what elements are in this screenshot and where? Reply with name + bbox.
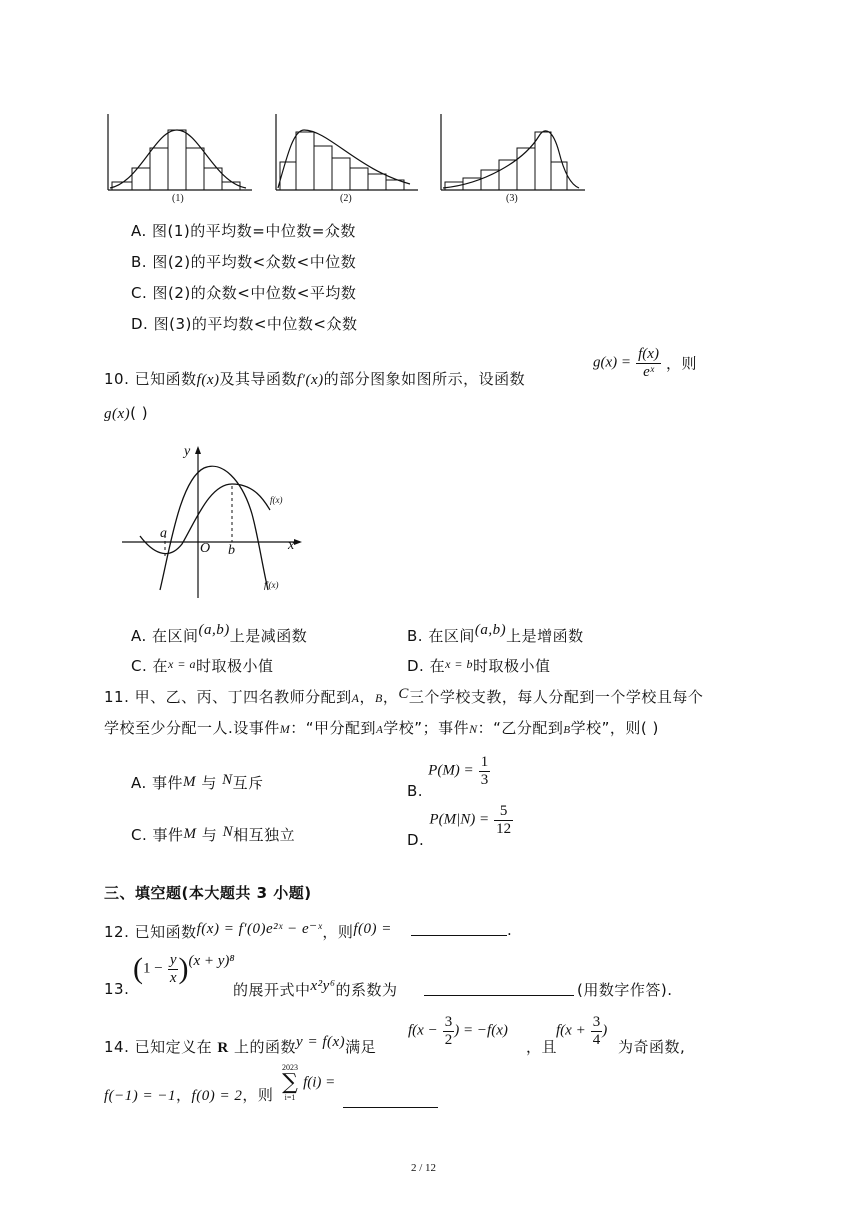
q11-option-b: B. P(M) = $\frac{1}{3}$: [407, 754, 489, 800]
q10-graph-y-label: y: [184, 444, 191, 459]
q9-option-d: D. 图(3)的平均数<中位数<众数: [131, 315, 358, 333]
q14-condition-1: f(x − $\frac{3}{2}$ ) = −f(x): [408, 1014, 508, 1048]
section-3-title: 三、填空题(本大题共 3 小题): [104, 884, 312, 902]
q10-option-a: A. 在区间(a,b)上是减函数: [131, 622, 308, 645]
q10-graph-fprime-label: f′(x): [264, 580, 279, 590]
q12-stem: 12. 已知函数f(x) = f′(0)e²ˣ − e⁻ˣ，则f(0) =: [104, 921, 392, 941]
histogram-1-label: (1): [172, 193, 184, 204]
q11-option-c: C. 事件M 与 N相互独立: [131, 824, 296, 844]
q10-graph-b-label: b: [228, 543, 235, 558]
q13-number: 13.: [104, 980, 130, 998]
q10-graph-x-label: x: [288, 538, 295, 553]
q14-stem-line2: f(−1) = −1，f(0) = 2，则: [104, 1086, 274, 1104]
q13-answer-blank[interactable]: [424, 995, 574, 996]
q10-option-b: B. 在区间(a,b)上是增函数: [407, 622, 584, 645]
q14-answer-blank[interactable]: [343, 1107, 438, 1108]
q13-expression: (1 − $\frac{y}{x}$ )(x + y)⁸: [133, 952, 235, 986]
q10-g-definition: g(x) = $\frac{f(x)}{\text{eˣ}}$ ，则: [593, 346, 698, 380]
q10-graph-f-label: f(x): [270, 495, 283, 505]
q9-option-b: B. 图(2)的平均数<众数<中位数: [131, 253, 357, 271]
histogram-2-label: (2): [340, 193, 352, 204]
histogram-3-label: (3): [506, 193, 518, 204]
q14-stem-line1: 14. 已知定义在 R 上的函数y = f(x)满足: [104, 1034, 377, 1056]
page-number: 2 / 12: [411, 1162, 437, 1174]
q10-option-c: C. 在$^{x = a}$时取极小值: [131, 657, 274, 675]
histogram-3: [433, 112, 593, 194]
q13-end: (用数字作答).: [577, 981, 673, 999]
q11-option-a: A. 事件M 与 N互斥: [131, 772, 264, 792]
q10-graph: [118, 440, 308, 600]
q9-option-c: C. 图(2)的众数<中位数<平均数: [131, 284, 357, 302]
q14-odd-function: 为奇函数,: [618, 1038, 686, 1056]
q9-option-a: A. 图(1)的平均数=中位数=众数: [131, 222, 356, 240]
q11-option-d: D. P(M|N) = $\frac{5}{12}$: [407, 803, 512, 849]
q10-graph-a-label: a: [160, 526, 167, 541]
q14-and: ，且: [526, 1038, 558, 1056]
q10-graph-origin: O: [200, 541, 211, 556]
q10-stem: 10. 已知函数f(x)及其导函数f′(x)的部分图象如图所示，设函数: [104, 370, 526, 388]
q12-answer-blank[interactable]: [411, 935, 507, 936]
q14-summation: 2023 ∑ i=1 f(i) =: [282, 1063, 336, 1102]
q10-option-d: D. 在$^{x = b}$时取极小值: [407, 657, 551, 675]
q11-stem-line1: 11. 甲、乙、丙、丁四名教师分配到A，B，C三个学校支教，每人分配到一个学校且每个: [104, 686, 704, 706]
histogram-2: [268, 112, 428, 194]
q13-text: 的展开式中x²y⁶的系数为: [233, 978, 398, 999]
q14-condition-2: f(x + $\frac{3}{4}$ ): [556, 1014, 608, 1048]
histogram-1: [100, 112, 260, 194]
q11-stem-line2: 学校至少分配一人.设事件M：“甲分配到A学校”；事件N：“乙分配到B学校”，则( ): [104, 719, 659, 737]
q10-stem-line2: g(x)( ): [104, 404, 149, 422]
q12-end: .: [507, 921, 513, 939]
